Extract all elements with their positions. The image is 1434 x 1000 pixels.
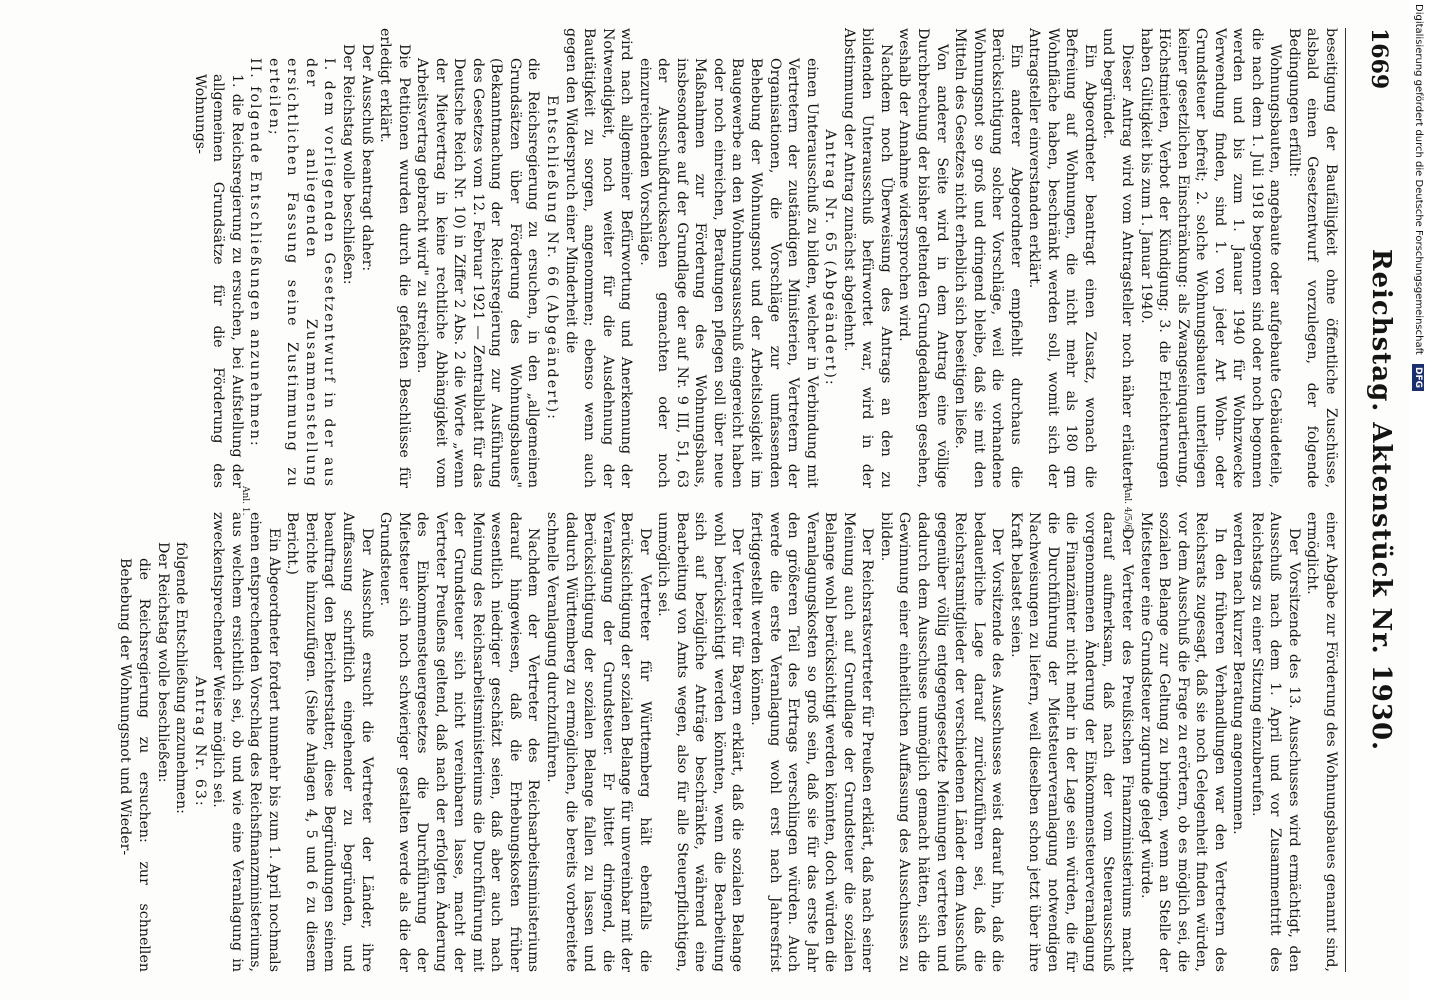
paragraph: wird nach allgemeiner Befürwortung und Anerkennung der Notwendigkeit, noch weiter für die Ausdehnung der Bautätigkeit zu sorgen, angenommen; ebenso wenn auch gegen den Widerspruch einer Minderheit die <box>562 28 635 488</box>
margin-note-left: Anl. 1. <box>240 486 250 516</box>
paragraph: einen Unterausschuß zu bilden, welcher in Verbindung mit Vertretern der zuständigen Ministerien, Vertretern der Organisationen, die Vorschläge zur umfassenden Behebung der Wohnungsnot und der Arbeitslosigkeit im Baugewerbe an den Wohnungsausschuß eingereicht haben oder noch einreichen, Beratungen pflegen soll über neue Maßnahmen zur Förderung des Wohnungsbaus, insbesondere auf der Grundlage der auf Nr. 9 III, 51, 63 der Ausschußdrucksachen gemachten oder noch einzureichenden Vorschläge. <box>636 58 820 488</box>
digitization-credit: Digitalisierung gefördert durch die Deutsche Forschungsgemeinschaft <box>1413 4 1424 355</box>
motion-heading: Antrag Nr. 65 (Abgeändert): <box>822 129 839 387</box>
list-item: II. folgende Entschließungen anzunehmen: <box>247 58 264 448</box>
dfg-logo-icon: DFG <box>1412 364 1424 391</box>
header-rule <box>1345 28 1346 972</box>
paragraph: werden nach kurzer Beratung angenommen. <box>1230 512 1247 835</box>
left-column <box>190 28 1340 488</box>
paragraph: folgende Entschließung anzunehmen: <box>173 542 190 814</box>
paragraph: Der Vorsitzende des Ausschusses weist darauf hin, daß die bedauerliche Lage darauf zurückzuführen sei, daß die Reichsratsmitglieder der verschiedenen Länder dem Ausschuß gegenüber völlig entgegengesetzte Meinungen vertreten und dadurch dem Ausschusse unmöglich gemacht hätten, sich die Gewinnung einer einheitlichen Auffassung des Ausschusses zu bilden. <box>877 512 1006 972</box>
list-item: I. dem vorliegenden Gesetzentwurf in der aus der anliegenden Zusammenstellung ersichtlichen Fassung seine Zustimmung zu erteilen; <box>265 58 338 488</box>
paragraph: Der Vertreter für Bayern erklärt, daß die sozialen Belange wohl berücksichtigt werden könnten, wenn die Bearbeitung sich auf bezügliche Anträge beschränkte, während eine Bearbeitung von Amts wegen, also für alle Steuerpflichtigen, unmöglich sei. <box>655 512 746 972</box>
running-title: Reichstag. Aktenstück Nr. 1930. <box>1366 248 1396 752</box>
margin-note-right: Anl. 4/5/6. <box>1122 486 1132 533</box>
motion-heading: Antrag Nr. 63: <box>191 676 208 808</box>
paragraph: Nachdem der Vertreter des Reichsarbeitsministeriums darauf hingewiesen, daß die Erhebungskosten früher wesentlich niedriger geschätzt seien, daß aber auch nach Meinung des Reichsarbeitsministeriums die Durchführung mit der Grundsteuer sich nicht vereinbaren lasse, macht der Vertreter Preußens geltend, daß nach der erfolgten Änderung des Einkommensteuergesetzes die Durchführung der Mietsteuer sich noch schwieriger gestalten werde als die der Grundsteuer. <box>377 512 542 972</box>
paragraph: Der Reichsratsvertreter für Preußen erklärt, daß nach seiner Meinung auch auf Grundlage der Grundsteuer die sozialen Belange wohl berücksichtigt werden könnten, doch würden die Veranlagungskosten so groß sein, daß sie für das erste Jahr den größeren Teil des Ertrags verschlingen würden. Auch werde die erste Veranlagung wohl erst nach Jahresfrist fertiggestellt werden können. <box>748 512 876 972</box>
footer-bar <box>1406 0 1430 1000</box>
paragraph: Der Reichstag wolle beschließen: <box>340 44 357 285</box>
paragraph: Ein Abgeordneter fordert nunmehr bis zum 1. April nochmals einen entsprechenden Vorschlag des Reichsfinanzministeriums, aus welchem ersichtlich sei, ob und wie eine Veranlagung in zweckentsprechender Weise möglich sei. <box>210 512 282 972</box>
paragraph: Der Reichstag wolle beschließen: <box>154 542 171 783</box>
paragraph: Der Vertreter für Württemberg hält ebenfalls die Berücksichtigung der sozialen Belange für unvereinbar mit der Veranlagung der Grundsteuer. Er bittet dringend, die Berücksichtigung der sozialen Belange fallen zu lassen und dadurch Württemberg zu ermöglichen, die bereits vorbereitete schnelle Veranlagung durchzuführen. <box>544 512 653 972</box>
paragraph: die Reichsregierung zu ersuchen, in den „allgemeinen Grundsätzen über Förderung des Wohnungsbaues" (Bekanntmachung der Reichsregierung zur Ausführung des Gesetzes vom 12. Februar 1921 — Zentralblatt für das Deutsche Reich Nr. 10) in Ziffer 2 Abs. 2 die Worte „wenn der Mietvertrag in keine rechtliche Abhängigkeit vom Arbeitsvertrag gebracht wird" zu streichen. <box>414 58 542 488</box>
paragraph: Die Petitionen wurden durch die gefaßten Beschlüsse für erledigt erklärt. <box>377 28 412 488</box>
paragraph: Ein anderer Abgeordneter empfiehlt durchaus die Berücksichtigung solcher Vorschläge, weil die vorhandene Wohnungsnot so groß und dringend bleibe, daß sie mit den Mitteln des Gesetzes nicht erheblich sich beseitigen ließe. <box>952 28 1024 488</box>
right-column <box>116 512 1340 972</box>
paragraph: In den früheren Verhandlungen war den Vertretern des Reichsrats zugesagt, daß sie noch Gelegenheit finden würden, vor dem Ausschuß die Frage zu erörtern, ob es möglich sei, die sozialen Belange zur Geltung zu bringen, wenn an Stelle der Mietsteuer eine Grundsteuer zugrunde gelegt würde. <box>1137 512 1228 972</box>
paragraph: Der Ausschuß ersucht die Vertreter der Länder, ihre Auffassung schriftlich eingehender zu begründen, und beauftragt den Berichterstatter, diese Begründungen seinem Berichte hinzuzufügen. (Siehe Anlagen 4, 5 und 6 zu diesem Bericht.) <box>284 512 375 972</box>
resolution-heading: Entschließung Nr. 66 (Abgeändert): <box>544 95 561 421</box>
page-header <box>1350 0 1410 1000</box>
paragraph: Nachdem noch Überweisung des Antrags an den zu bildenden Unterausschuß befürwortet war, wird in der Abstimmung der Antrag zunächst abgelehnt. <box>840 28 894 488</box>
paragraph: Dieser Antrag wird vom Antragsteller noch näher erläutert und begründet. <box>1100 28 1135 488</box>
list-item: 1. die Reichsregierung zu ersuchen, bei Aufstellung der allgemeinen Grundsätze für die Förderung des Wohnungs- <box>191 74 245 488</box>
paragraph: einer Abgabe zur Förderung des Wohnungsbaues genannt sind, ermöglicht. <box>1304 512 1339 972</box>
paragraph: Der Vertreter des Preußischen Finanzministeriums macht darauf aufmerksam, daß nach der vom Steuerausschuß vorgenommenen Änderung der Einkommensteuerveranlagung die Finanzämter nicht mehr in der Lage sein würden, die für die Durchführung der Mietsteuerveranlagung notwendigen Nachweisungen zu liefern, weil dieselben schon jetzt über ihre Kraft belastet seien. <box>1007 512 1135 972</box>
paragraph: die Reichsregierung zu ersuchen: zur schnellen Behebung der Wohnungsnot und Wieder- <box>117 558 152 972</box>
paragraph: Ein Abgeordneter beantragt einen Zusatz, wonach die Befreiung auf Wohnungen, die nicht mehr als 180 qm Wohnfläche haben, beschränkt werden soll, womit sich der Antragsteller einverstanden erklärt. <box>1026 28 1098 488</box>
paragraph: Der Vorsitzende des 13. Ausschusses wird ermächtigt, den Ausschuß nach dem 1. April und vor Zusammentritt des Reichstags zu einer Sitzung einzuberufen. <box>1248 512 1302 972</box>
page-number: 1669 <box>1366 28 1392 90</box>
paragraph: beseitigung der Baufälligkeit ohne öffentliche Zuschüsse, alsbald einen Gesetzentwurf vorzulegen, der folgende Bedingungen erfüllt: <box>1285 28 1339 488</box>
paragraph: Der Ausschuß beantragt daher: <box>358 44 375 272</box>
paragraph: Von anderer Seite wird in dem Antrag eine völlige Durchbrechung der bisher geltenden Grundgedanken gesehen, weshalb der Annahme widersprochen wird. <box>896 28 950 488</box>
paragraph: Wohnungsbauten, angebaute oder aufgebaute Gebäudeteile, die nach dem 1. Juli 1918 begonnen sind oder noch begonnen werden und bis zum 1. Januar 1940 für Wohnzwecke Verwendung finden, sind 1. von jeder Art Wohn- oder Grundsteuer befreit; 2. solche Wohnungsbauten unterliegen keiner gesetzlichen Einschränkung: als Zwangseinquartierung, Höchstmieten, Verbot der Kündigung; 3. die Erleichterungen haben Gültigkeit bis zum 1. Januar 1940. <box>1137 28 1284 488</box>
